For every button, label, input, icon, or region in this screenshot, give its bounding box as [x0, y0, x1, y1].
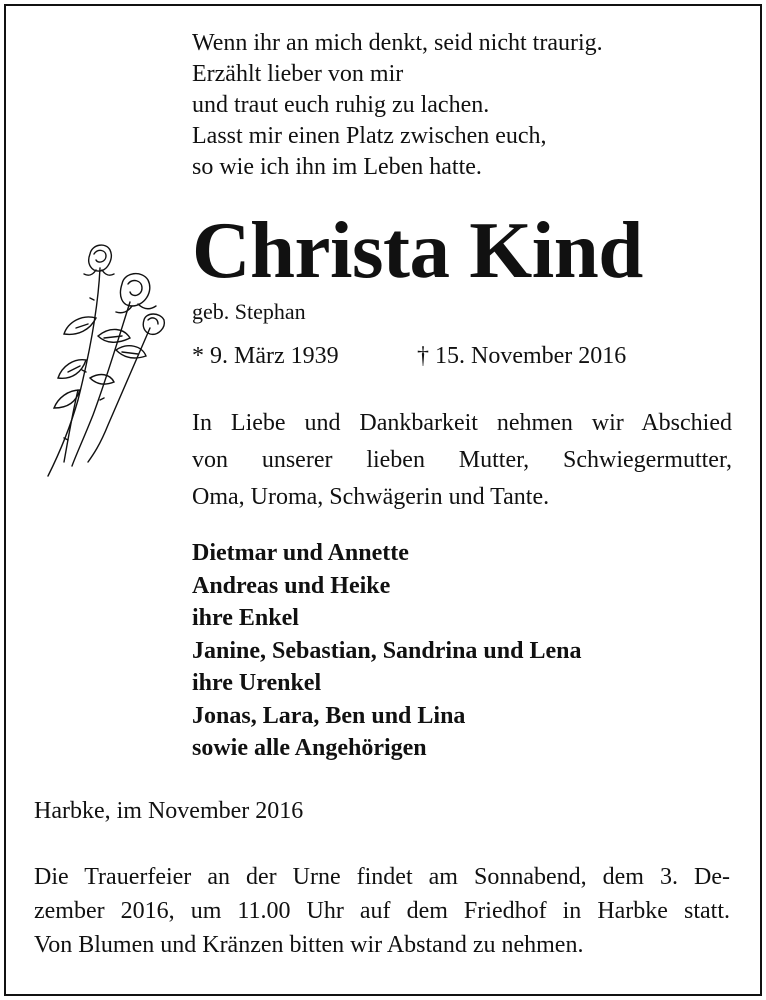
- poem-line: Erzählt lieber von mir: [192, 61, 404, 87]
- mourner-line: ihre Enkel: [192, 605, 299, 631]
- memorial-poem: [192, 28, 732, 183]
- poem-line: Wenn ihr an mich denkt, seid nicht traurig.: [192, 30, 603, 56]
- mourner-line: Andreas und Heike: [192, 572, 391, 599]
- deceased-name: Christa Kind: [192, 205, 643, 295]
- farewell-text: [192, 405, 732, 516]
- mourner-line: Dietmar und Annette: [192, 540, 409, 566]
- place-and-date: Harbke, im November 2016: [34, 798, 304, 824]
- mourner-line: sowie alle Angehörigen: [192, 735, 427, 761]
- roses-illustration-icon: [38, 240, 178, 480]
- mourner-line: Jonas, Lara, Ben und Lina: [192, 702, 466, 729]
- notice-line: Die Trauerfeier an der Urne findet am Sonnabend, dem 3. De-: [34, 864, 730, 890]
- funeral-notice: [34, 860, 730, 962]
- poem-line: und traut euch ruhig zu lachen.: [192, 92, 490, 118]
- death-date: † 15. November 2016: [417, 343, 627, 369]
- poem-line: Lasst mir einen Platz zwischen euch,: [192, 123, 547, 149]
- farewell-line: In Liebe und Dankbarkeit nehmen wir Abschied: [192, 410, 732, 436]
- mourner-line: Janine, Sebastian, Sandrina und Lena: [192, 637, 582, 664]
- mourner-line: ihre Urenkel: [192, 670, 322, 696]
- notice-line: Von Blumen und Kränzen bitten wir Abstand zu nehmen.: [34, 932, 584, 958]
- farewell-line: Oma, Uroma, Schwägerin und Tante.: [192, 484, 550, 510]
- mourners-list: [192, 537, 732, 765]
- birth-date: * 9. März 1939: [192, 343, 339, 369]
- maiden-name: geb. Stephan: [192, 299, 306, 324]
- farewell-line: von unserer lieben Mutter, Schwiegermutter,: [192, 447, 732, 473]
- poem-line: so wie ich ihn im Leben hatte.: [192, 154, 482, 180]
- notice-line: zember 2016, um 11.00 Uhr auf dem Friedhof in Harbke statt.: [34, 898, 730, 924]
